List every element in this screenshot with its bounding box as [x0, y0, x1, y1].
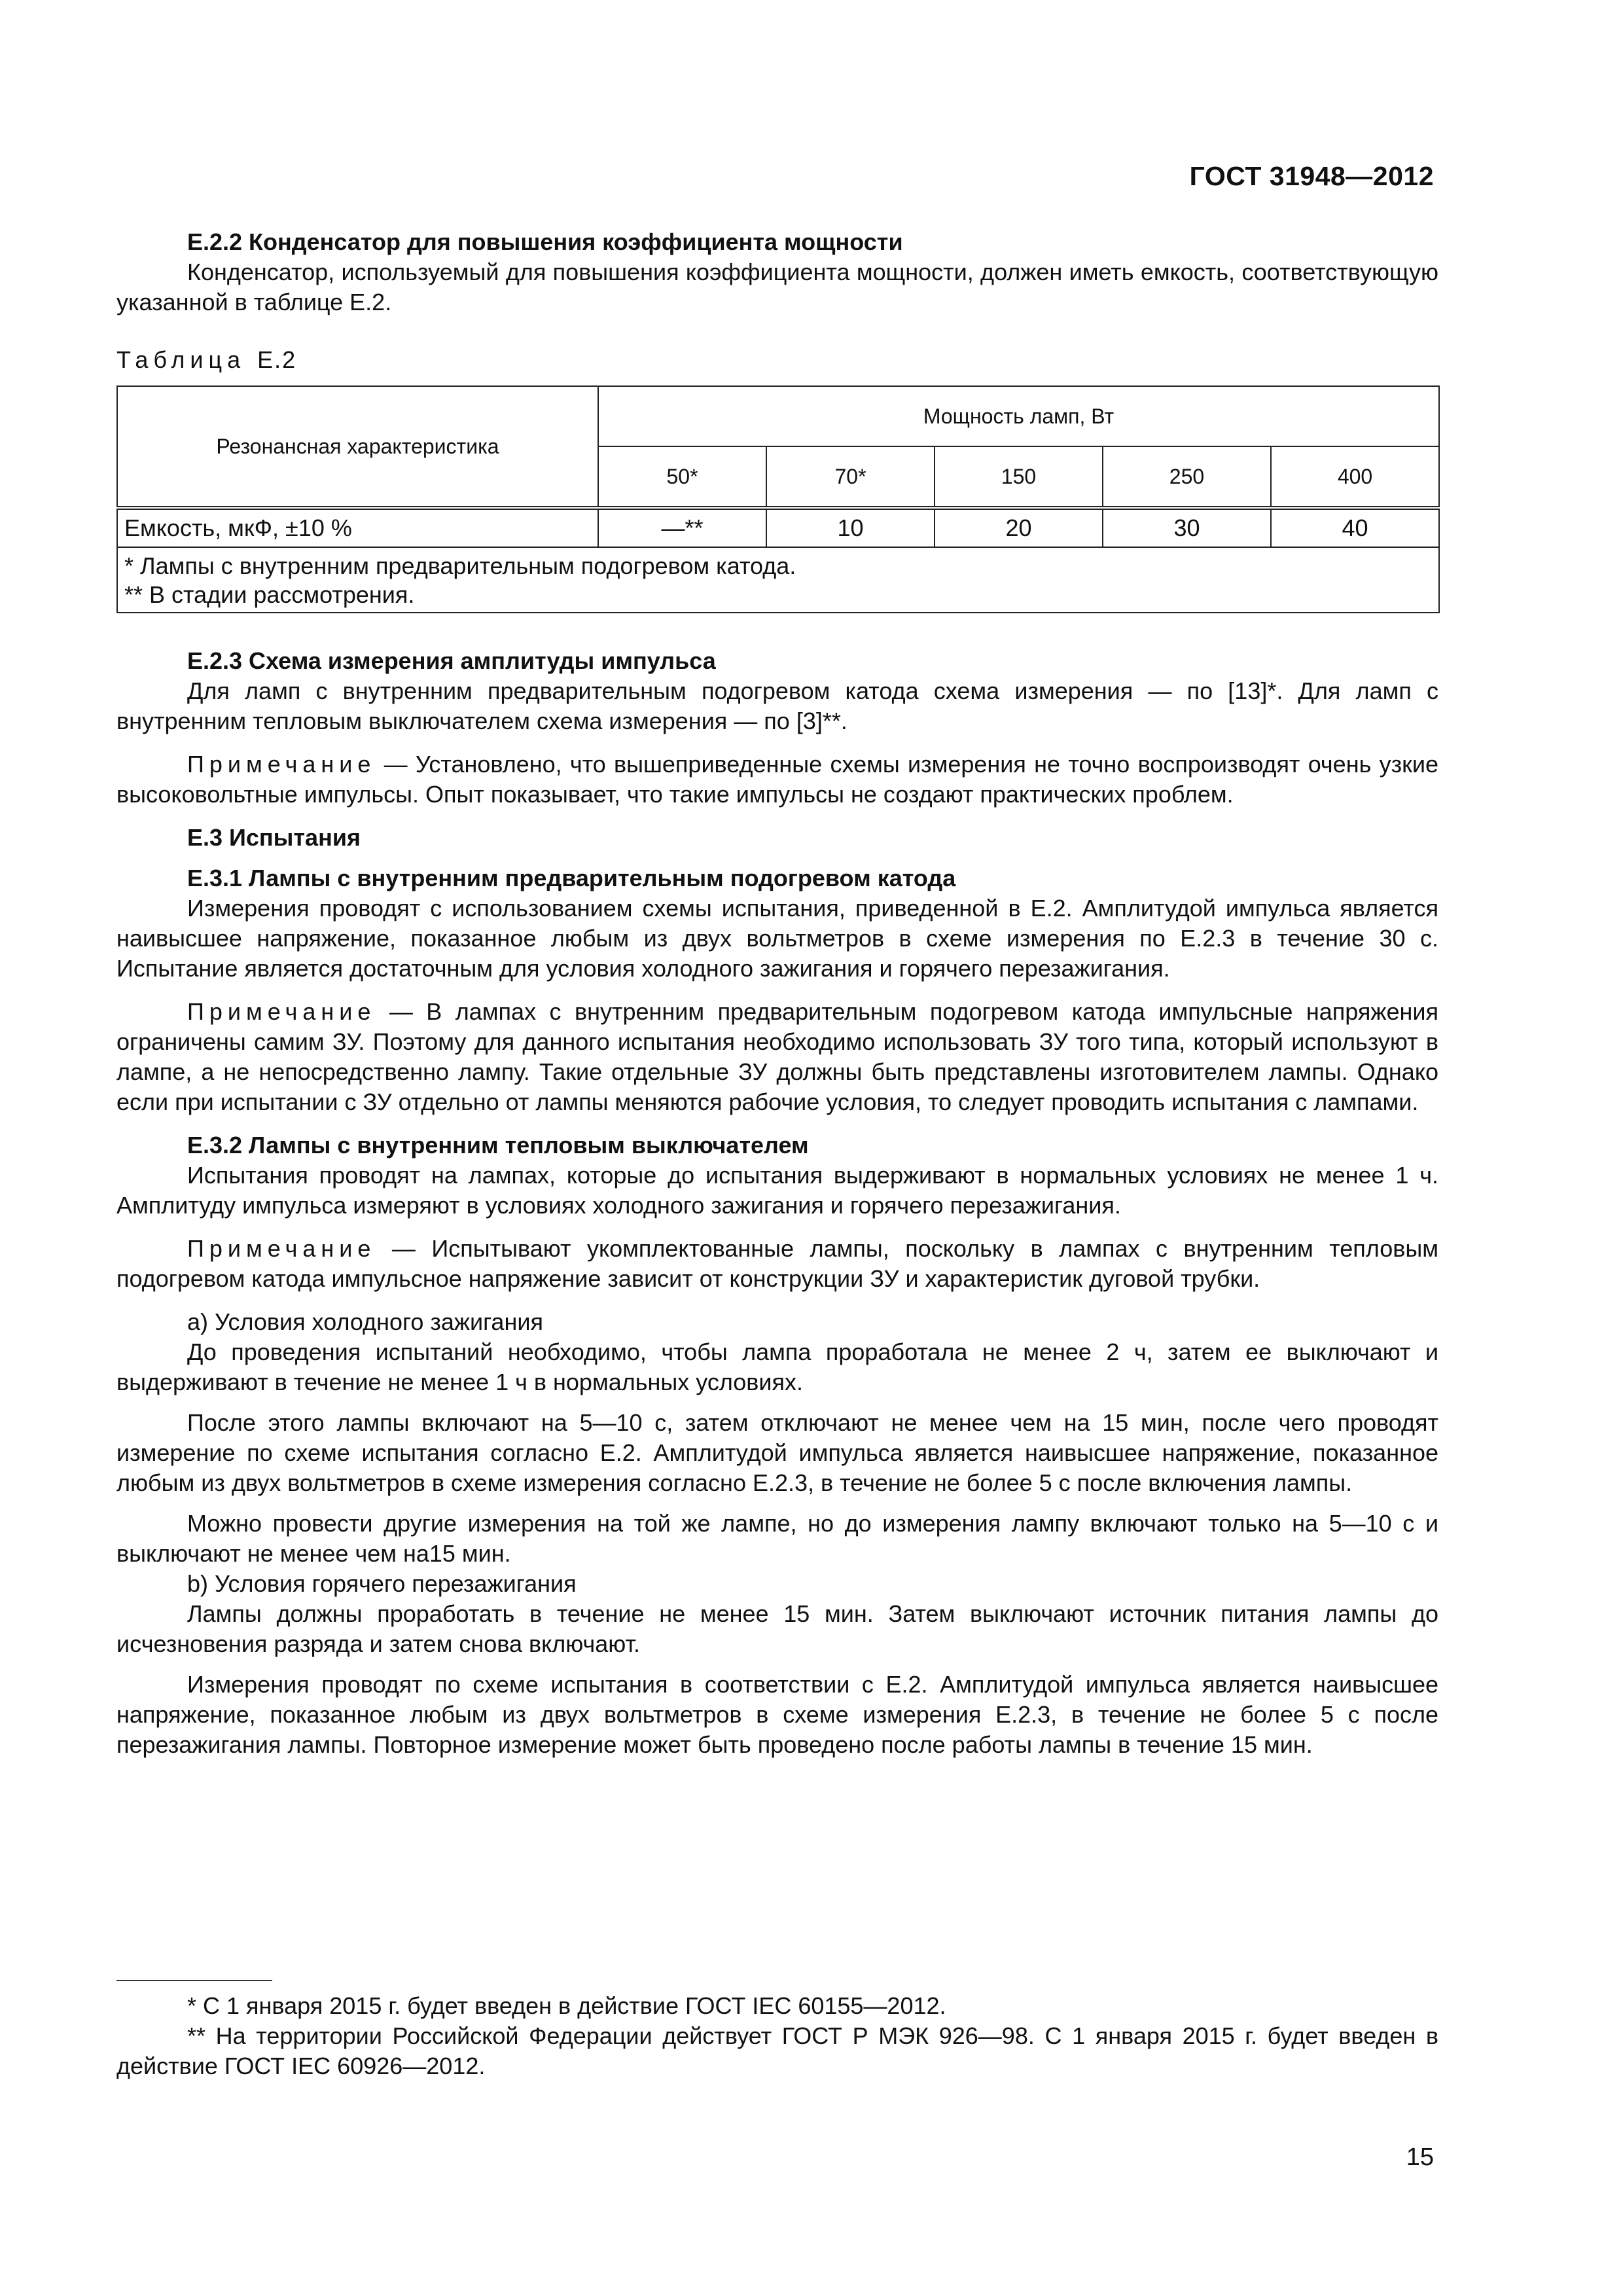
table-cell: 40: [1271, 508, 1439, 547]
footnote-separator: [116, 1980, 272, 1981]
table-col-header: 250: [1103, 446, 1271, 508]
table-caption-number: Е.2: [257, 346, 297, 373]
note-label: Примечание: [187, 1235, 376, 1262]
list-item-b: b) Условия горячего перезажигания: [187, 1570, 577, 1597]
note-e23: [116, 749, 1438, 810]
paragraph-e32: Испытания проводят на лампах, которые до испытания выдерживают в нормальных условиях не менее 1 ч. Амплитуду импульса измеряют в условиях холодного зажигания и горячего перезажигания.: [116, 1162, 1438, 1219]
page-number: 15: [1406, 2144, 1434, 2171]
table-cell: —**: [598, 508, 766, 547]
heading-e31: Е.3.1 Лампы с внутренним предварительным подогревом катода: [187, 865, 956, 891]
list-item-a: а) Условия холодного зажигания: [187, 1308, 543, 1335]
table-row-label: Емкость, мкФ, ±10 %: [117, 508, 598, 547]
paragraph-e23: Для ламп с внутренним предварительным подогревом катода схема измерения — по [13]*. Для ламп с внутренним тепловым выключателем схема измерения — по [3]**.: [116, 677, 1438, 734]
paragraph-e31: Измерения проводят с использованием схемы испытания, приведенной в Е.2. Амплитудой импульса является наивысшее напряжение, показанное любым из двух вольтметров в схеме измерения по Е.2.3 в течение 30 с. Испытание является достаточным для условия холодного зажигания и горячего перезажигания.: [116, 895, 1438, 982]
table-col-header: 400: [1271, 446, 1439, 508]
heading-e3: Е.3 Испытания: [187, 824, 361, 851]
table-col-header: 70*: [766, 446, 935, 508]
table-col-header: 150: [935, 446, 1103, 508]
note-text: — В лампах с внутренним предварительным подогревом катода импульсные напряжения ограничены самим ЗУ. Поэтому для данного испытания необходимо использовать ЗУ того типа, который используют в лампе, а не непосредственно лампу. Такие отдельные ЗУ должны быть представлены изготовителем лампы. Однако если при испытании с ЗУ отдельно от лампы меняются рабочие условия, то следует проводить испытания с лампами.: [116, 998, 1438, 1115]
heading-e22: Е.2.2 Конденсатор для повышения коэффициента мощности: [187, 228, 903, 255]
paragraph-a1: До проведения испытаний необходимо, чтобы лампа проработала не менее 2 ч, затем ее выключают и выдерживают в течение не менее 1 ч в нормальных условиях.: [116, 1338, 1438, 1395]
table-e2: [116, 386, 1440, 613]
table-group-header: Мощность ламп, Вт: [598, 386, 1439, 446]
note-text: — Испытывают укомплектованные лампы, поскольку в лампах с внутренним тепловым подогревом катода импульсное напряжение зависит от конструкции ЗУ и характеристик дуговой трубки.: [116, 1235, 1438, 1292]
paragraph-b2: Измерения проводят по схеме испытания в соответствии с Е.2. Амплитудой импульса является наивысшее напряжение, показанное любым из двух вольтметров в схеме измерения Е.2.3, в течение не более 5 с после перезажигания лампы. Повторное измерение может быть проведено после работы лампы в течение 15 мин.: [116, 1671, 1438, 1758]
footnote-1: * С 1 января 2015 г. будет введен в действие ГОСТ IEC 60155—2012.: [187, 1992, 946, 2019]
table-cell: 10: [766, 508, 935, 547]
table-cell: 20: [935, 508, 1103, 547]
paragraph-b1: Лампы должны проработать в течение не менее 15 мин. Затем выключают источник питания лампы до исчезновения разряда и затем снова включают.: [116, 1600, 1438, 1657]
table-notes: [117, 547, 1439, 613]
paragraph-a3: Можно провести другие измерения на той же лампе, но до измерения лампу включают только на 5—10 с и выключают не менее чем на15 мин.: [116, 1510, 1438, 1567]
table-caption: [116, 345, 1438, 375]
heading-e23: Е.2.3 Схема измерения амплитуды импульса: [187, 647, 716, 674]
note-e32: [116, 1234, 1438, 1294]
table-cell: 30: [1103, 508, 1271, 547]
footnote-2: ** На территории Российской Федерации действует ГОСТ Р МЭК 926—98. С 1 января 2015 г. будет введен в действие ГОСТ IEC 60926—2012.: [116, 2022, 1438, 2079]
table-row-header: Резонансная характеристика: [117, 386, 598, 508]
note-label: Примечание: [187, 998, 376, 1025]
note-label: Примечание: [187, 751, 376, 778]
footnotes: [116, 1991, 1438, 2081]
table-note-1: * Лампы с внутренним предварительным подогревом катода.: [124, 552, 796, 579]
paragraph-a2: После этого лампы включают на 5—10 с, затем отключают не менее чем на 15 мин, после чего проводят измерение по схеме испытания согласно Е.2. Амплитудой импульса является наивысшее напряжение, показанное любым из двух вольтметров в схеме измерения согласно Е.2.3, в течение не более 5 с после включения лампы.: [116, 1409, 1438, 1496]
page-content: [116, 227, 1438, 1760]
note-text: — Установлено, что вышеприведенные схемы измерения не точно воспроизводят очень узкие высоковольтные импульсы. Опыт показывает, что такие импульсы не создают практических проблем.: [116, 751, 1438, 808]
heading-e32: Е.3.2 Лампы с внутренним тепловым выключателем: [187, 1132, 809, 1158]
table-col-header: 50*: [598, 446, 766, 508]
table-note-2: ** В стадии рассмотрения.: [124, 581, 415, 608]
document-code-header: ГОСТ 31948—2012: [1189, 161, 1434, 191]
note-e31: [116, 997, 1438, 1117]
table-caption-word: Таблица: [116, 346, 246, 373]
paragraph-e22: Конденсатор, используемый для повышения коэффициента мощности, должен иметь емкость, соответствующую указанной в таблице Е.2.: [116, 259, 1438, 315]
